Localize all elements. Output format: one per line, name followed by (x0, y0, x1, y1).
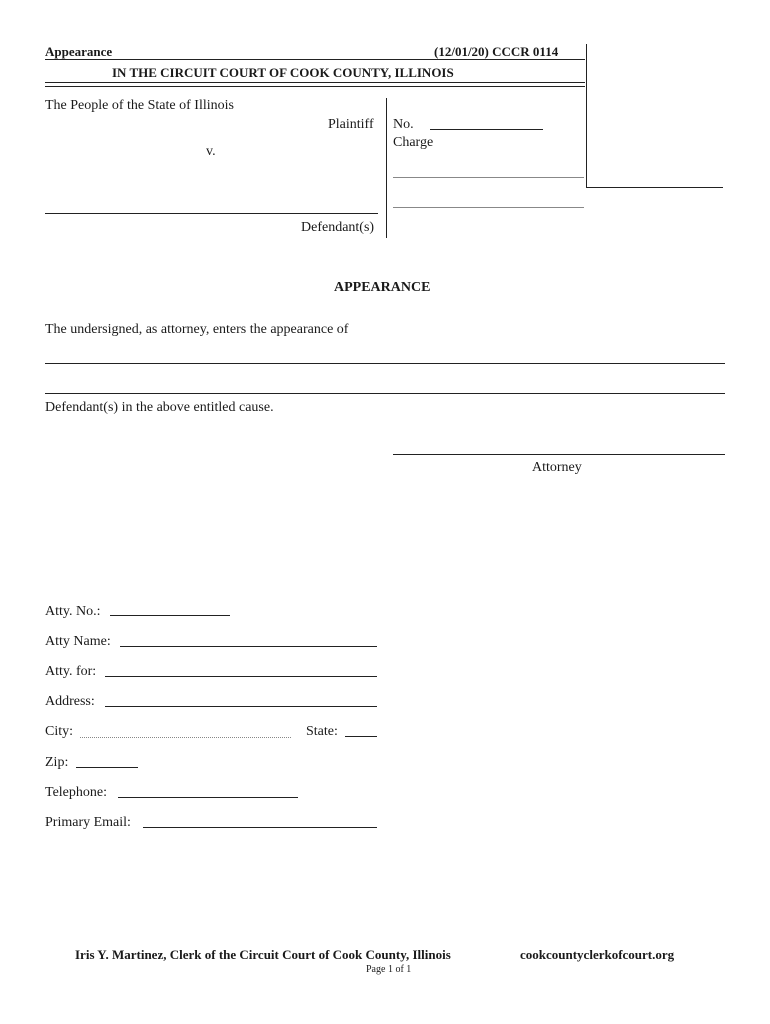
case-no-label: No. (393, 117, 414, 132)
address-field[interactable] (105, 706, 377, 707)
telephone-label: Telephone: (45, 785, 107, 800)
party-field-2[interactable] (45, 393, 725, 394)
case-no-field[interactable] (430, 129, 543, 130)
city-label: City: (45, 724, 74, 739)
court-title-rule-2 (45, 86, 585, 87)
city-field[interactable] (80, 737, 291, 738)
telephone-field[interactable] (118, 797, 298, 798)
email-field[interactable] (143, 827, 377, 828)
state-field[interactable] (345, 736, 377, 737)
footer-website: cookcountyclerkofcourt.org (520, 947, 675, 962)
charge-field-1[interactable] (393, 177, 584, 178)
versus-label: v. (206, 144, 216, 159)
charge-label: Charge (393, 135, 434, 150)
atty-no-field[interactable] (110, 615, 230, 616)
document-title: APPEARANCE (334, 280, 431, 295)
caption-divider (386, 98, 387, 238)
header-rule (45, 59, 585, 60)
zip-label: Zip: (45, 755, 69, 770)
plaintiff-label: Plaintiff (328, 117, 374, 132)
box-right-edge (586, 44, 587, 188)
attorney-signature-line[interactable] (393, 454, 725, 455)
defendant-name-line[interactable] (45, 213, 378, 214)
closing-text: Defendant(s) in the above entitled cause. (45, 400, 274, 415)
box-bottom-edge (586, 187, 723, 188)
atty-name-label: Atty Name: (45, 634, 111, 649)
atty-name-field[interactable] (120, 646, 377, 647)
attorney-sig-label: Attorney (532, 460, 582, 475)
intro-text: The undersigned, as attorney, enters the appearance of (45, 322, 349, 337)
atty-no-label: Atty. No.: (45, 604, 101, 619)
court-title: IN THE CIRCUIT COURT OF COOK COUNTY, ILLINOIS (112, 65, 454, 80)
atty-for-label: Atty. for: (45, 664, 97, 679)
page-number: Page 1 of 1 (366, 964, 412, 975)
state-label: State: (306, 724, 338, 739)
footer-clerk: Iris Y. Martinez, Clerk of the Circuit Court of Cook County, Illinois (75, 947, 451, 962)
party-field-1[interactable] (45, 363, 725, 364)
email-label: Primary Email: (45, 815, 131, 830)
defendants-label: Defendant(s) (301, 220, 375, 235)
people-of-state: The People of the State of Illinois (45, 98, 234, 113)
address-label: Address: (45, 694, 95, 709)
zip-field[interactable] (76, 767, 138, 768)
atty-for-field[interactable] (105, 676, 377, 677)
form-code: (12/01/20) CCCR 0114 (434, 44, 559, 59)
court-title-rule-1 (45, 82, 585, 83)
charge-field-2[interactable] (393, 207, 584, 208)
form-name: Appearance (45, 44, 113, 59)
